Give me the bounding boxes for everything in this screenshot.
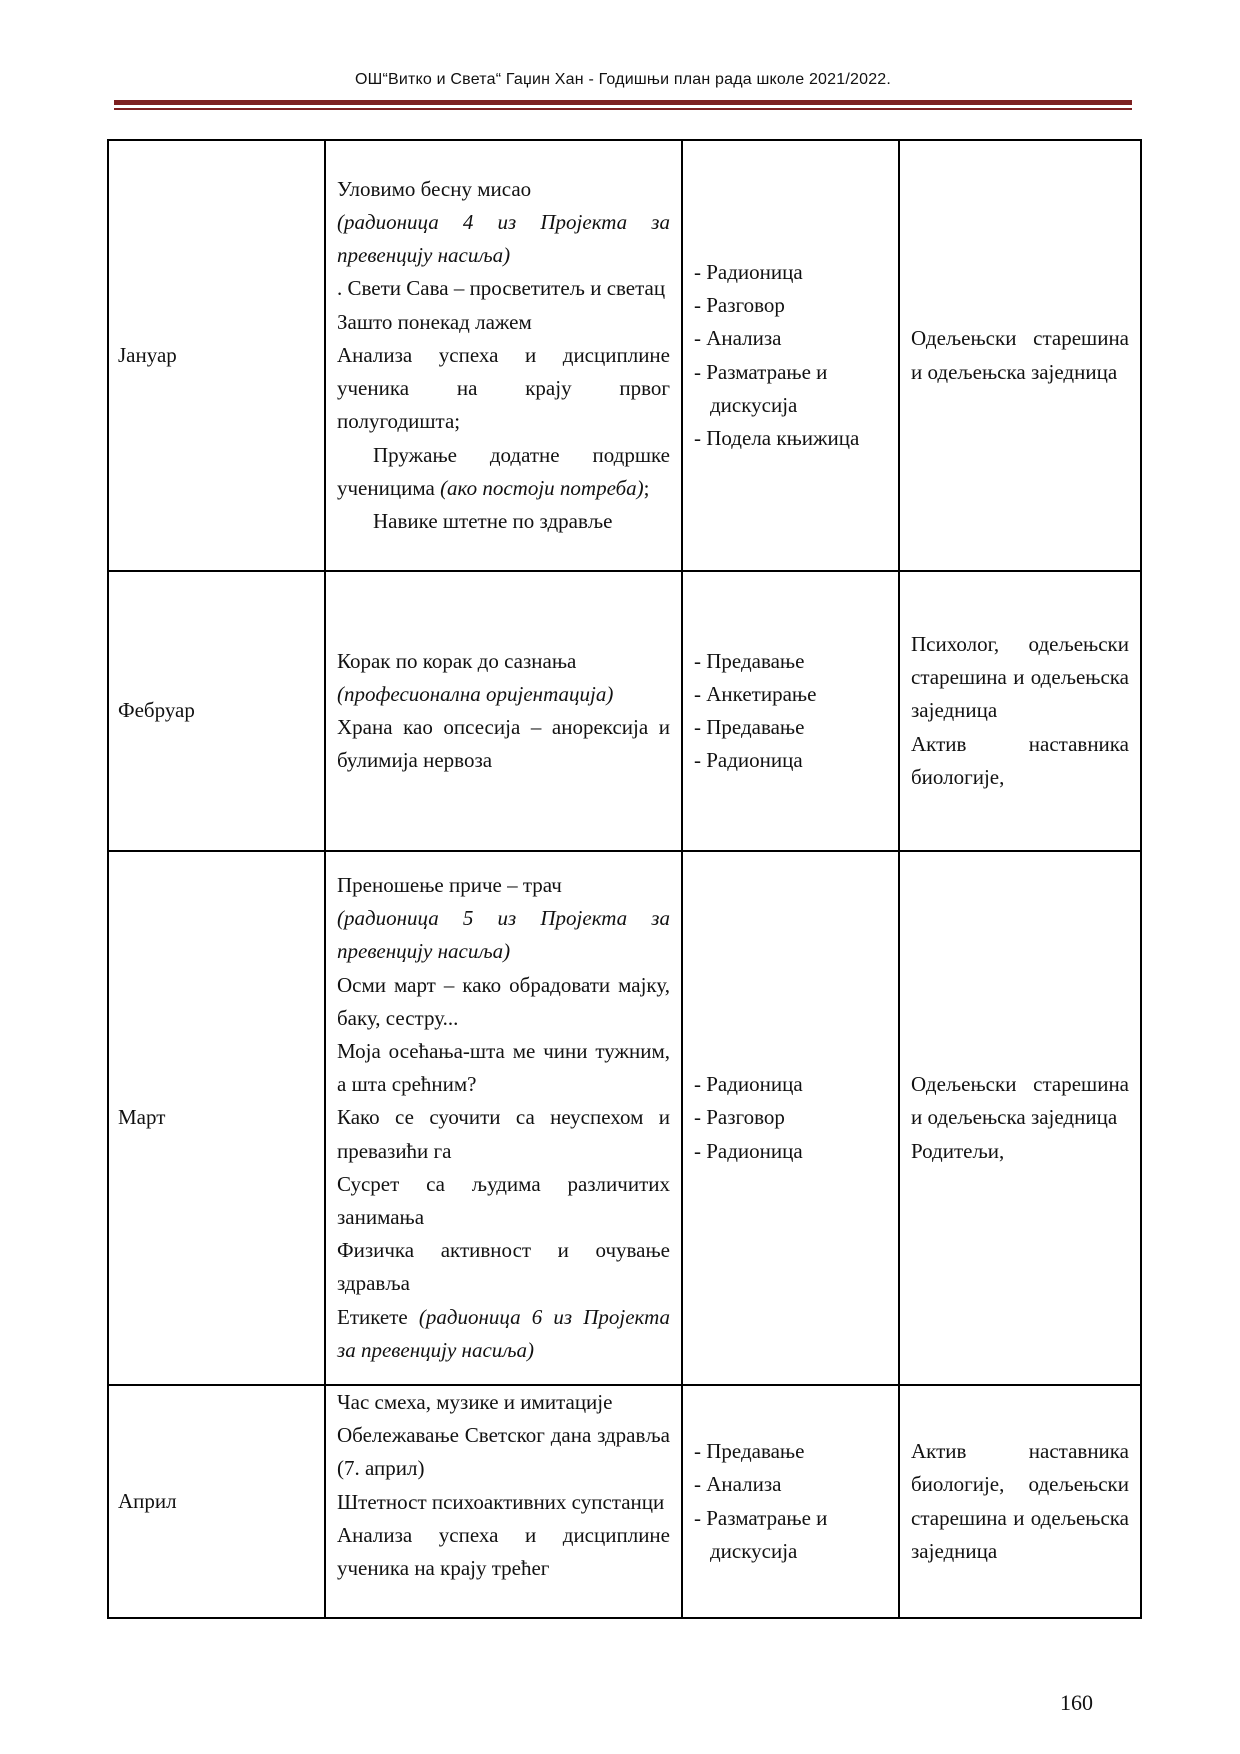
responsible-cell xyxy=(899,140,1141,571)
topic-line: Уловимо бесну мисао xyxy=(337,176,532,201)
method-item: - Радионица xyxy=(694,744,887,777)
methods-cell xyxy=(682,140,899,571)
method-item: - Анкетирање xyxy=(694,678,887,711)
plan-table xyxy=(107,139,1142,1619)
topics-cell xyxy=(325,1385,682,1618)
topic-note: (радионица 6 из Пројекта за превенцију насиља) xyxy=(337,1304,670,1362)
table-row xyxy=(108,851,1141,1385)
method-item: - Анализа xyxy=(694,322,887,355)
topic-line: Анализа успеха и дисциплине ученика на крају трећег xyxy=(337,1522,670,1581)
topic-line: Навике штетне по здравље xyxy=(373,508,613,533)
method-item: - Радионица xyxy=(694,256,887,289)
topic-line: Обележавање Светског дана здравља (7. април) xyxy=(337,1423,670,1481)
method-item: - Радионица xyxy=(694,1068,887,1101)
method-item: - Разматрање и дискусија xyxy=(694,1502,887,1568)
method-item: - Предавање xyxy=(694,711,887,744)
month-cell: Март xyxy=(108,851,325,1385)
month-cell: Фебруар xyxy=(108,571,325,851)
topics-cell xyxy=(325,851,682,1385)
topic-line: Зашто понекад лажем xyxy=(337,309,532,334)
method-item: - Разговор xyxy=(694,289,887,322)
table-row xyxy=(108,1385,1141,1618)
topic-line: Моја осећања-шта ме чини тужним, а шта срећним? xyxy=(337,1038,670,1097)
topic-line xyxy=(337,1301,670,1367)
topic-line xyxy=(337,439,670,505)
responsible-cell xyxy=(899,571,1141,851)
method-item: - Предавање xyxy=(694,645,887,678)
responsible-line: Одељењски старешина и одељењска заједница xyxy=(911,326,1129,384)
topic-line: Физичка активност и очување здравља xyxy=(337,1238,670,1296)
page-number: 160 xyxy=(1060,1690,1093,1715)
topic-line: . Свети Сава – просветитељ и светац xyxy=(337,276,666,301)
methods-cell xyxy=(682,851,899,1385)
table-row xyxy=(108,140,1141,571)
topic-punct: ; xyxy=(643,475,650,500)
topic-line: Преношење приче – трач xyxy=(337,872,562,897)
month-cell: Јануар xyxy=(108,140,325,571)
responsible-line: Актив наставника биологије, одељењски старешина и одељењска заједница xyxy=(911,1439,1129,1563)
method-item: - Радионица xyxy=(694,1135,887,1168)
topic-line: Корак по корак до сазнања xyxy=(337,648,577,673)
topic-line: Како се суочити са неуспехом и превазићи га xyxy=(337,1105,670,1163)
method-item: - Анализа xyxy=(694,1468,887,1501)
topic-line: Осми март – како обрадовати мајку, баку, сестру... xyxy=(337,972,670,1030)
page-header: ОШ“Витко и Света“ Гаџин Хан - Годишњи план рада школе 2021/2022. xyxy=(354,71,892,88)
method-item: - Разматрање и дискусија xyxy=(694,356,887,422)
method-item: - Предавање xyxy=(694,1435,887,1468)
topic-line: Час смеха, музике и имитације xyxy=(337,1390,613,1414)
table-row xyxy=(108,571,1141,851)
topic-line: (радионица 5 из Пројекта за превенцију насиља) xyxy=(337,906,670,964)
responsible-cell xyxy=(899,851,1141,1385)
topics-cell xyxy=(325,140,682,571)
method-item: - Разговор xyxy=(694,1101,887,1134)
topic-line: Храна као опсесија – анорексија и булимија нервоза xyxy=(337,715,670,773)
method-item: - Подела књижица xyxy=(694,422,887,455)
topic-note: (ако постоји потреба) xyxy=(440,475,644,500)
header-rule-thin xyxy=(114,108,1132,110)
header-rule-thick xyxy=(114,100,1132,105)
methods-cell xyxy=(682,1385,899,1618)
methods-cell xyxy=(682,571,899,851)
responsible-line: Одељењски старешина и одељењска заједница xyxy=(911,1072,1129,1130)
month-cell: Април xyxy=(108,1385,325,1618)
topic-line: Штетност психоактивних супстанци xyxy=(337,1489,665,1514)
topic-text: Пружање додатне подршке ученицима xyxy=(337,442,670,500)
responsible-line: Психолог, одељењски старешина и одељењска заједница xyxy=(911,631,1129,723)
topic-line: Сусрет са људима различитих занимања xyxy=(337,1171,670,1229)
responsible-line: Родитељи, xyxy=(911,1138,1005,1163)
topic-line: Анализа успеха и дисциплине ученика на крају првог полугодишта; xyxy=(337,342,670,434)
topic-text: Етикете xyxy=(337,1304,408,1329)
responsible-line: Актив наставника биологије, xyxy=(911,731,1129,789)
topics-cell xyxy=(325,571,682,851)
topic-line: (радионица 4 из Пројекта за превенцију насиља) xyxy=(337,210,670,268)
topic-line: (професионална оријентација) xyxy=(337,681,614,706)
responsible-cell xyxy=(899,1385,1141,1618)
